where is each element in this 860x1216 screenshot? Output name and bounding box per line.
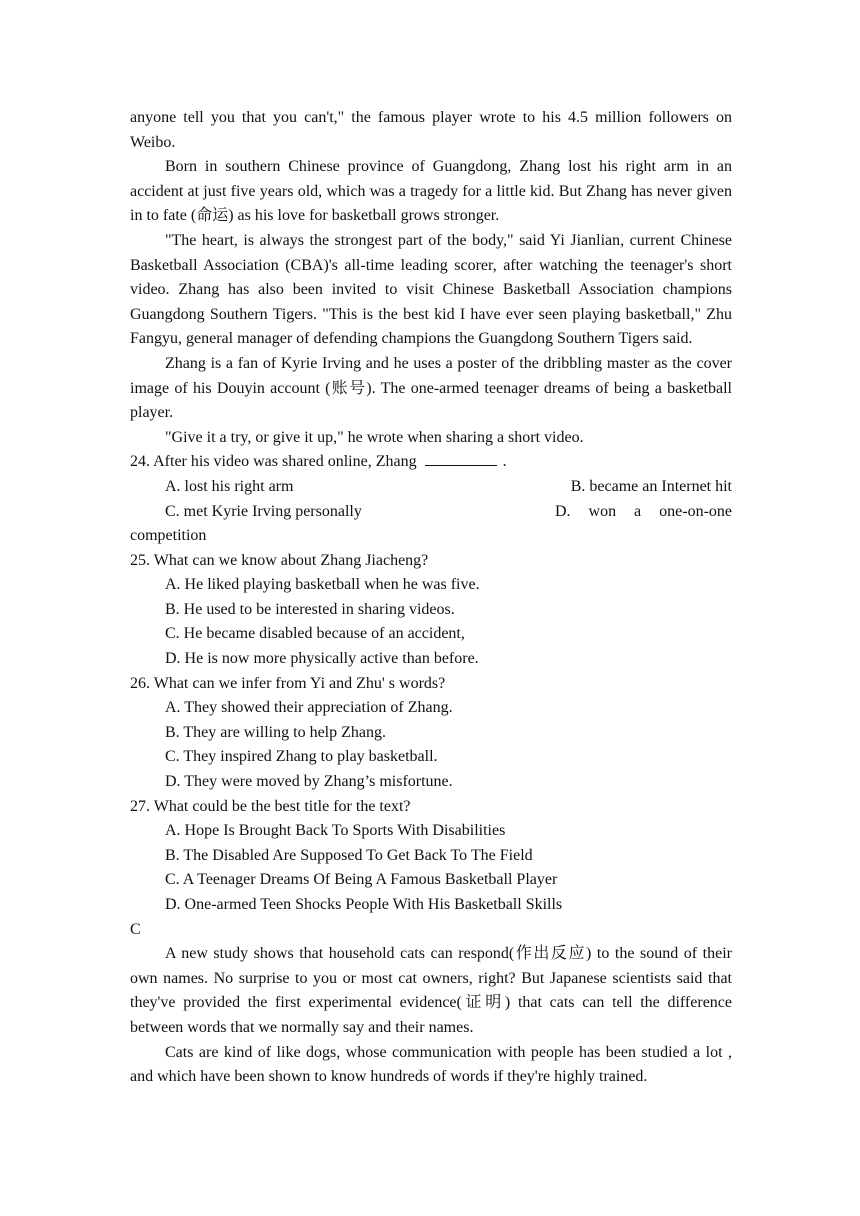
paragraph: anyone tell you that you can't," the famous player wrote to his 4.5 million followers on Weibo.	[130, 109, 732, 151]
option-c: C. met Kyrie Irving personally	[165, 502, 362, 520]
option-d: D. He is now more physically active than before.	[165, 650, 479, 668]
option-c: C. A Teenager Dreams Of Being A Famous Basketball Player	[165, 871, 558, 889]
paragraph: Zhang is a fan of Kyrie Irving and he uses a poster of the dribbling master as the cover image of his Douyin account (账号). The one-armed teenager dreams of being a basketball player.	[130, 354, 732, 422]
document-page	[130, 106, 732, 1090]
question-27: 27. What could be the best title for the text?	[130, 797, 411, 815]
option-a: A. They showed their appreciation of Zhang.	[165, 699, 453, 717]
option-d: D. One-armed Teen Shocks People With His Basketball Skills	[165, 896, 563, 913]
question-26: 26. What can we infer from Yi and Zhu' s words?	[130, 674, 446, 692]
question-stem: 24. After his video was shared online, Zhang	[130, 453, 417, 471]
option-b: B. The Disabled Are Supposed To Get Back To The Field	[165, 846, 533, 864]
option-b: B. became an Internet hit	[570, 477, 732, 495]
option-c: C. He became disabled because of an accident,	[165, 625, 465, 643]
paragraph: Cats are kind of like dogs, whose communication with people has been studied a lot , and which have been shown to know hundreds of words if they're highly trained.	[130, 1043, 732, 1086]
option-d: D. They were moved by Zhang’s misfortune.	[165, 773, 453, 791]
option-a: A. Hope Is Brought Back To Sports With Disabilities	[165, 822, 506, 840]
option-d-continuation: competition	[130, 527, 207, 545]
question-stem-tail: .	[502, 453, 507, 471]
options-row	[130, 475, 732, 500]
option-b: B. He used to be interested in sharing videos.	[165, 600, 455, 618]
option-a: A. He liked playing basketball when he was five.	[165, 576, 480, 594]
section-heading: C	[130, 920, 141, 938]
paragraph: A new study shows that household cats can respond(作出反应) to the sound of their own names. No surprise to you or most cat owners, right? But Japanese scientists said that they've provided the first experimental evidence(证明) that cats can tell the difference between words that we normally say and their names.	[130, 945, 732, 1036]
question-25: 25. What can we know about Zhang Jiacheng?	[130, 551, 429, 569]
option-d: D. won a one-on-one	[555, 502, 732, 520]
paragraph: "Give it a try, or give it up," he wrote when sharing a short video.	[165, 428, 584, 446]
option-a: A. lost his right arm	[165, 477, 294, 495]
options-row	[130, 500, 732, 525]
option-b: B. They are willing to help Zhang.	[165, 723, 386, 741]
answer-blank	[425, 451, 497, 466]
option-c: C. They inspired Zhang to play basketball.	[165, 748, 438, 766]
paragraph: "The heart, is always the strongest part of the body," said Yi Jianlian, current Chinese Basketball Association (CBA)'s all-time leading scorer, after watching the teenager's short video. Zhang has also been invited to visit Chinese Basketball Association champions Guangdong Southern Tigers. "This is the best kid I have ever seen playing basketball," Zhu Fangyu, general manager of defending champions the Guangdong Southern Tigers said.	[130, 231, 732, 348]
paragraph: Born in southern Chinese province of Guangdong, Zhang lost his right arm in an accident at just five years old, which was a tragedy for a little kid. But Zhang has never given in to fate (命运) as his love for basketball grows stronger.	[130, 158, 732, 225]
question-24	[130, 450, 732, 475]
